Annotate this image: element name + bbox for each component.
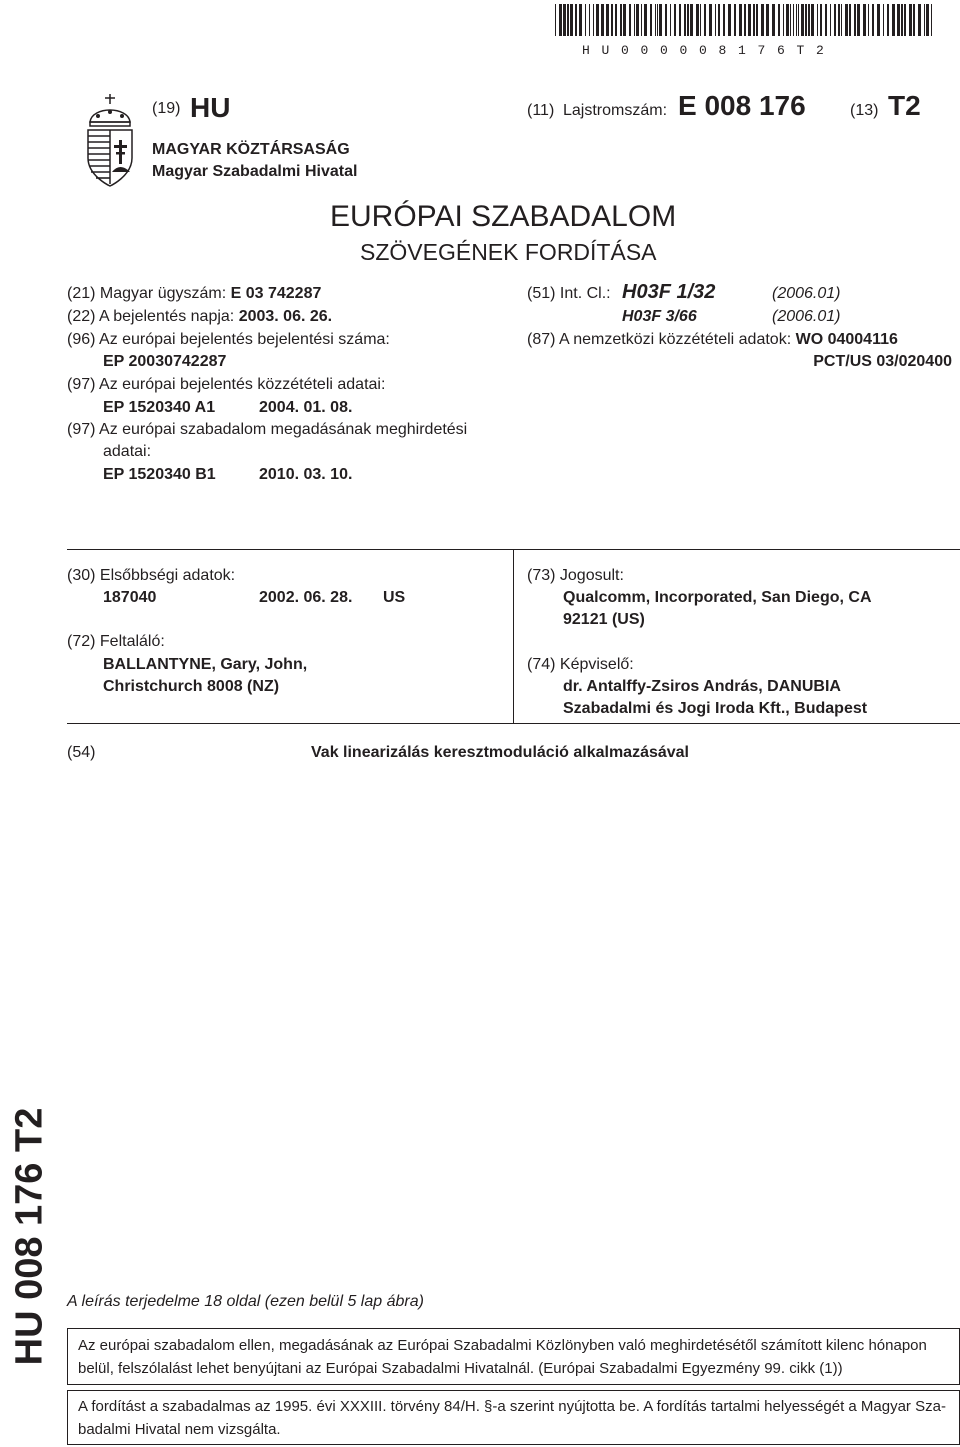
translation-notice-line2: badalmi Hivatal nem vizsgálta. [78, 1421, 281, 1438]
field-97b-label-cont: adatai: [103, 443, 152, 460]
field-73-line2: 92121 (US) [563, 611, 645, 628]
field-30-label: (30) Elsőbbségi adatok: [67, 567, 236, 584]
field-97b-date: 2010. 03. 10. [259, 466, 353, 483]
field-22-label: (22) A bejelentés napja: [67, 308, 235, 325]
field-87-value1: WO 04004116 [795, 331, 898, 348]
field-72-label: (72) Feltaláló: [67, 633, 165, 650]
divider-bottom [67, 723, 960, 724]
invention-title: Vak linearizálás keresztmoduláció alkalmazásával [311, 744, 689, 761]
ipc-2-date: (2006.01) [772, 308, 841, 325]
field-74-line2: Szabadalmi és Jogi Iroda Kft., Budapest [563, 700, 868, 717]
field-22 [67, 308, 332, 326]
field-11-code: (11) [527, 102, 555, 119]
field-87-label: (87) A nemzetközi közzétételi adatok: [527, 331, 792, 348]
field-87-value2: PCT/US 03/020400 [813, 353, 952, 370]
hungarian-coat-of-arms-icon [82, 92, 138, 188]
ipc-1: H03F 1/32 [622, 281, 716, 303]
field-54-code: (54) [67, 744, 96, 761]
description-extent: A leírás terjedelme 18 oldal (ezen belül 5 lap ábra) [67, 1293, 424, 1310]
field-96-label: (96) Az európai bejelentés bejelentési száma: [67, 331, 390, 348]
field-21-label: (21) Magyar ügyszám: [67, 285, 227, 302]
field-30-country: US [383, 589, 406, 606]
barcode-number: HU000008176T2 [582, 43, 836, 58]
field-97a-date: 2004. 01. 08. [259, 399, 353, 416]
opposition-notice-box [67, 1328, 960, 1385]
field-96-value: EP 20030742287 [103, 353, 227, 370]
field-72-line2: Christchurch 8008 (NZ) [103, 678, 280, 695]
translation-notice-box [67, 1390, 960, 1445]
field-72-line1: BALLANTYNE, Gary, John, [103, 656, 308, 673]
state-name: MAGYAR KÖZTÁRSASÁG [152, 141, 350, 158]
registration-number: E 008 176 [678, 90, 806, 121]
field-73-label: (73) Jogosult: [527, 567, 624, 584]
translation-notice-line1: A fordítást a szabadalmas az 1995. évi XXXIII. törvény 84/H. §-a szerint nyújtotta be. A fordítás tartalmi helyességét a Magyar Sza- [78, 1398, 946, 1415]
field-51-label: (51) Int. Cl.: [527, 285, 611, 302]
field-30-date: 2002. 06. 28. [259, 589, 353, 606]
field-13-code: (13) [850, 102, 879, 119]
divider-vertical [513, 549, 514, 724]
field-87 [527, 331, 898, 349]
document-subtitle: SZÖVEGÉNEK FORDÍTÁSA [360, 239, 657, 265]
kind-code: T2 [888, 90, 921, 121]
field-97b-number: EP 1520340 B1 [103, 466, 216, 483]
field-73-line1: Qualcomm, Incorporated, San Diego, CA [563, 589, 872, 606]
document-title: EURÓPAI SZABADALOM [330, 200, 677, 233]
field-22-value: 2003. 06. 26. [238, 308, 333, 325]
field-19-code: (19) [152, 100, 181, 117]
office-name: Magyar Szabadalmi Hivatal [152, 163, 358, 180]
field-21 [67, 285, 321, 303]
registration-label: Lajstromszám: [563, 102, 668, 119]
opposition-notice [78, 1334, 958, 1380]
field-97b-label: (97) Az európai szabadalom megadásának meghirdetési [67, 421, 468, 438]
opposition-notice-line2: belül, felszólalást lehet benyújtani az Európai Szabadalmi Hivatalnál. (Európai Szabadalmi Egyezmény 99. cikk (1)) [78, 1360, 843, 1377]
ipc-2: H03F 3/66 [622, 308, 697, 325]
field-30-number: 187040 [103, 589, 157, 606]
field-97a-number: EP 1520340 A1 [103, 399, 216, 416]
field-21-value: E 03 742287 [230, 285, 322, 302]
field-74-label: (74) Képviselő: [527, 656, 634, 673]
ipc-1-date: (2006.01) [772, 285, 841, 302]
field-97a-label: (97) Az európai bejelentés közzétételi adatai: [67, 376, 386, 393]
opposition-notice-line1: Az európai szabadalom ellen, megadásának az Európai Szabadalmi Közlönyben való meghirdetésétől számított kilenc hónapon [78, 1337, 927, 1354]
translation-notice [78, 1395, 958, 1441]
side-document-label: HU 008 176 T2 [8, 1107, 51, 1366]
barcode-icon [555, 4, 935, 36]
field-74-line1: dr. Antalffy-Zsiros András, DANUBIA [563, 678, 841, 695]
country-code: HU [190, 92, 231, 123]
